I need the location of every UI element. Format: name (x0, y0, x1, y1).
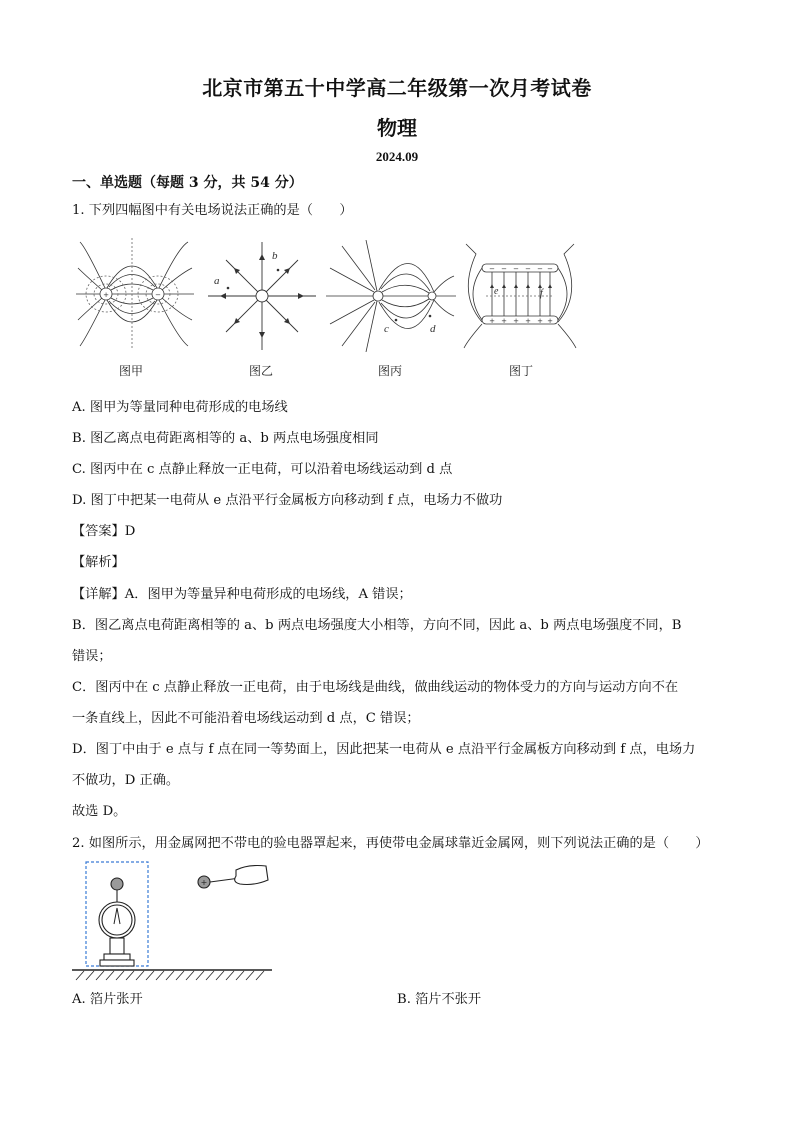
caption-bing: 图丙 (378, 364, 403, 378)
q1-detail-line: B．图乙离点电荷距离相等的 a、b 两点电场强度大小相等，方向不同，因此 a、b 两点电场强度不同，B (72, 618, 682, 633)
label-e: e (494, 286, 499, 297)
svg-text:−: − (525, 265, 531, 273)
q1-analysis-label: 【解析】 (72, 555, 125, 570)
caption-ding: 图丁 (509, 364, 534, 378)
svg-text:+: + (525, 317, 531, 325)
svg-text:−: − (155, 291, 161, 299)
q1-option-b: B. 图乙离点电荷距离相等的 a、b 两点电场强度相同 (72, 431, 379, 446)
q1-stem: 1. 下列四幅图中有关电场说法正确的是（ ） (72, 203, 353, 218)
q1-answer: 【答案】D (72, 524, 136, 539)
figure-yi (206, 240, 318, 352)
q2-stem: 2. 如图所示，用金属网把不带电的验电器罩起来，再使带电金属球靠近金属网，则下列说法正确的是（ ） (72, 836, 709, 851)
label-f: f (540, 288, 543, 299)
q1-option-c: C. 图丙中在 c 点静止释放一正电荷，可以沿着电场线运动到 d 点 (72, 462, 453, 477)
q1-detail-line: 【详解】A．图甲为等量异种电荷形成的电场线，A 错误； (72, 587, 412, 602)
q1-detail-line: C．图丙中在 c 点静止释放一正电荷，由于电场线是曲线，做曲线运动的物体受力的方向与运动方向不在 (72, 680, 679, 695)
q1-detail-line: 不做功，D 正确。 (72, 773, 180, 788)
figure-ding (460, 240, 580, 352)
q1-detail-line: 错误； (72, 649, 112, 664)
section-title: 一、单选题（每题 3 分，共 54 分） (72, 175, 303, 191)
svg-text:+: + (547, 317, 553, 325)
svg-text:+: + (513, 317, 519, 325)
subject-title: 物理 (377, 116, 417, 140)
figure-jia (76, 238, 194, 350)
q1-option-d: D. 图丁中把某一电荷从 e 点沿平行金属板方向移动到 f 点，电场力不做功 (72, 493, 503, 508)
q2-option-a: A. 箔片张开 (72, 992, 143, 1007)
svg-text:+: + (103, 291, 109, 299)
label-d: d (430, 323, 436, 335)
q1-option-a: A. 图甲为等量同种电荷形成的电场线 (72, 400, 288, 415)
q2-option-b: B. 箔片不张开 (397, 992, 482, 1007)
svg-text:−: − (513, 265, 519, 273)
label-b: b (272, 250, 278, 262)
q1-conclusion: 故选 D。 (72, 804, 127, 819)
svg-text:−: − (547, 265, 553, 273)
svg-text:+: + (537, 317, 543, 325)
figure-bing (326, 240, 456, 352)
label-a: a (214, 275, 220, 287)
svg-text:−: − (537, 265, 543, 273)
figure-electroscope (72, 858, 282, 982)
svg-text:+: + (489, 317, 495, 325)
exam-date: 2024.09 (375, 149, 419, 164)
svg-text:−: − (501, 265, 507, 273)
svg-text:+: + (200, 878, 208, 887)
q1-detail-line: 一条直线上，因此不可能沿着电场线运动到 d 点，C 错误； (72, 711, 420, 726)
svg-text:−: − (489, 265, 495, 273)
page-title: 北京市第五十中学高二年级第一次月考试卷 (202, 76, 592, 100)
caption-jia: 图甲 (119, 364, 144, 378)
caption-yi: 图乙 (249, 364, 274, 378)
label-c: c (384, 323, 389, 335)
svg-text:+: + (501, 317, 507, 325)
q1-detail-line: D．图丁中由于 e 点与 f 点在同一等势面上，因此把某一电荷从 e 点沿平行金属板方向移动到 f 点，电场力 (72, 742, 696, 757)
